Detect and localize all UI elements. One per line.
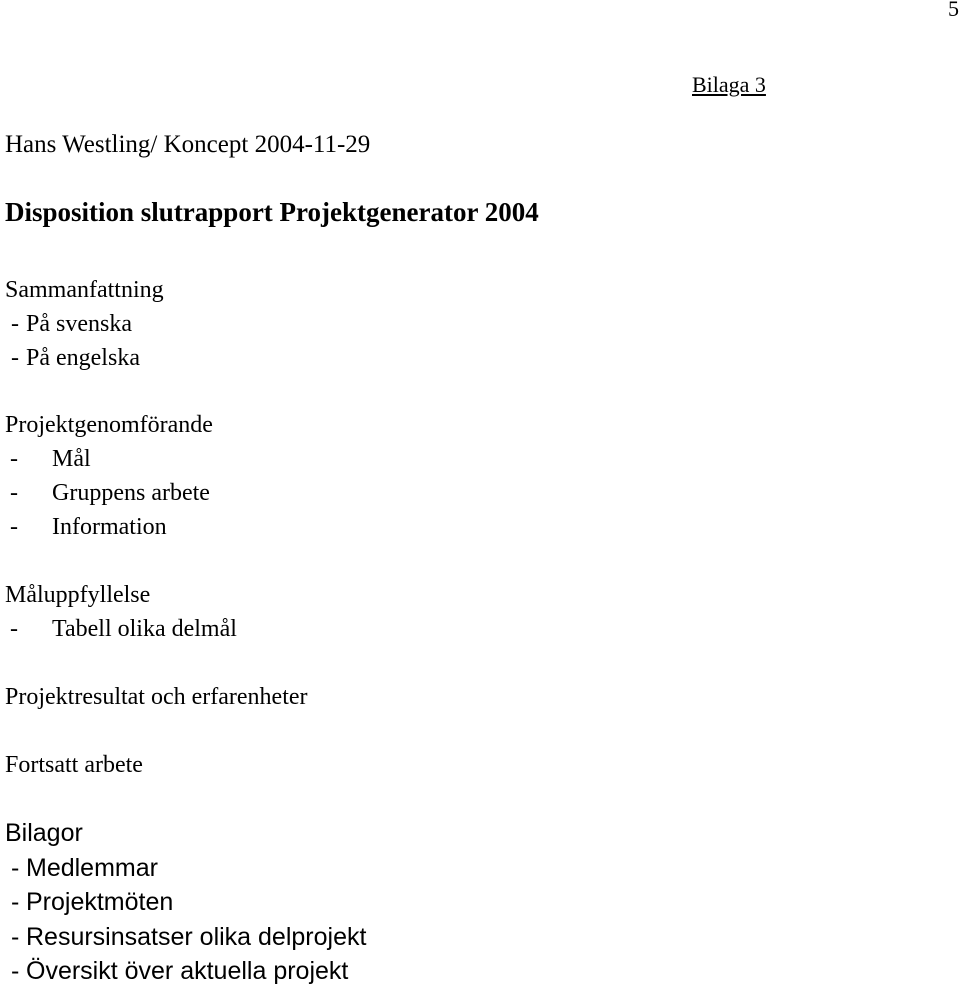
section-summary xyxy=(5,273,164,375)
section-heading: Bilagor xyxy=(5,819,83,847)
list-item-label: Medlemmar xyxy=(26,853,158,882)
list-item-label: Resursinsatser olika delprojekt xyxy=(26,922,367,951)
section-continued-work xyxy=(5,748,143,782)
section-execution xyxy=(5,408,213,544)
document-title: Disposition slutrapport Projektgenerator 2004 xyxy=(5,197,539,227)
list-item-label: Tabell olika delmål xyxy=(52,616,237,642)
section-heading: Måluppfyllelse xyxy=(5,582,151,608)
section-results xyxy=(5,680,308,714)
section-heading: Sammanfattning xyxy=(5,277,164,303)
list-dash: - xyxy=(11,922,20,951)
list-item-label: Projektmöten xyxy=(26,888,174,916)
list-item-label: Information xyxy=(52,514,167,540)
list-dash: - xyxy=(11,957,20,985)
list-item xyxy=(5,341,164,375)
page-number: 5 xyxy=(948,0,959,21)
list-dash: - xyxy=(11,853,20,882)
list-item xyxy=(5,442,213,476)
list-item-label: På engelska xyxy=(26,345,140,371)
list-item xyxy=(5,612,237,646)
list-item xyxy=(5,510,213,544)
section-heading: Projektresultat och erfarenheter xyxy=(5,684,308,710)
author-date-line: Hans Westling/ Koncept 2004-11-29 xyxy=(5,131,371,158)
list-dash: - xyxy=(10,514,18,540)
appendix-label: Bilaga 3 xyxy=(692,72,766,97)
list-item-label: Mål xyxy=(52,446,91,472)
list-item xyxy=(5,307,164,341)
section-heading: Fortsatt arbete xyxy=(5,752,143,778)
list-dash: - xyxy=(11,345,19,371)
list-item xyxy=(5,851,366,886)
list-dash: - xyxy=(10,616,18,642)
section-appendices xyxy=(5,816,366,989)
list-dash: - xyxy=(11,888,20,916)
list-item-label: På svenska xyxy=(26,311,132,337)
list-item xyxy=(5,954,366,989)
section-heading: Projektgenomförande xyxy=(5,412,213,438)
list-item xyxy=(5,885,366,920)
list-item xyxy=(5,476,213,510)
list-item xyxy=(5,920,366,955)
list-dash: - xyxy=(11,311,19,337)
list-dash: - xyxy=(10,446,18,472)
list-item-label: Översikt över aktuella projekt xyxy=(26,957,349,985)
section-goal-fulfilment xyxy=(5,578,237,646)
list-item-label: Gruppens arbete xyxy=(52,480,210,506)
list-dash: - xyxy=(10,480,18,506)
